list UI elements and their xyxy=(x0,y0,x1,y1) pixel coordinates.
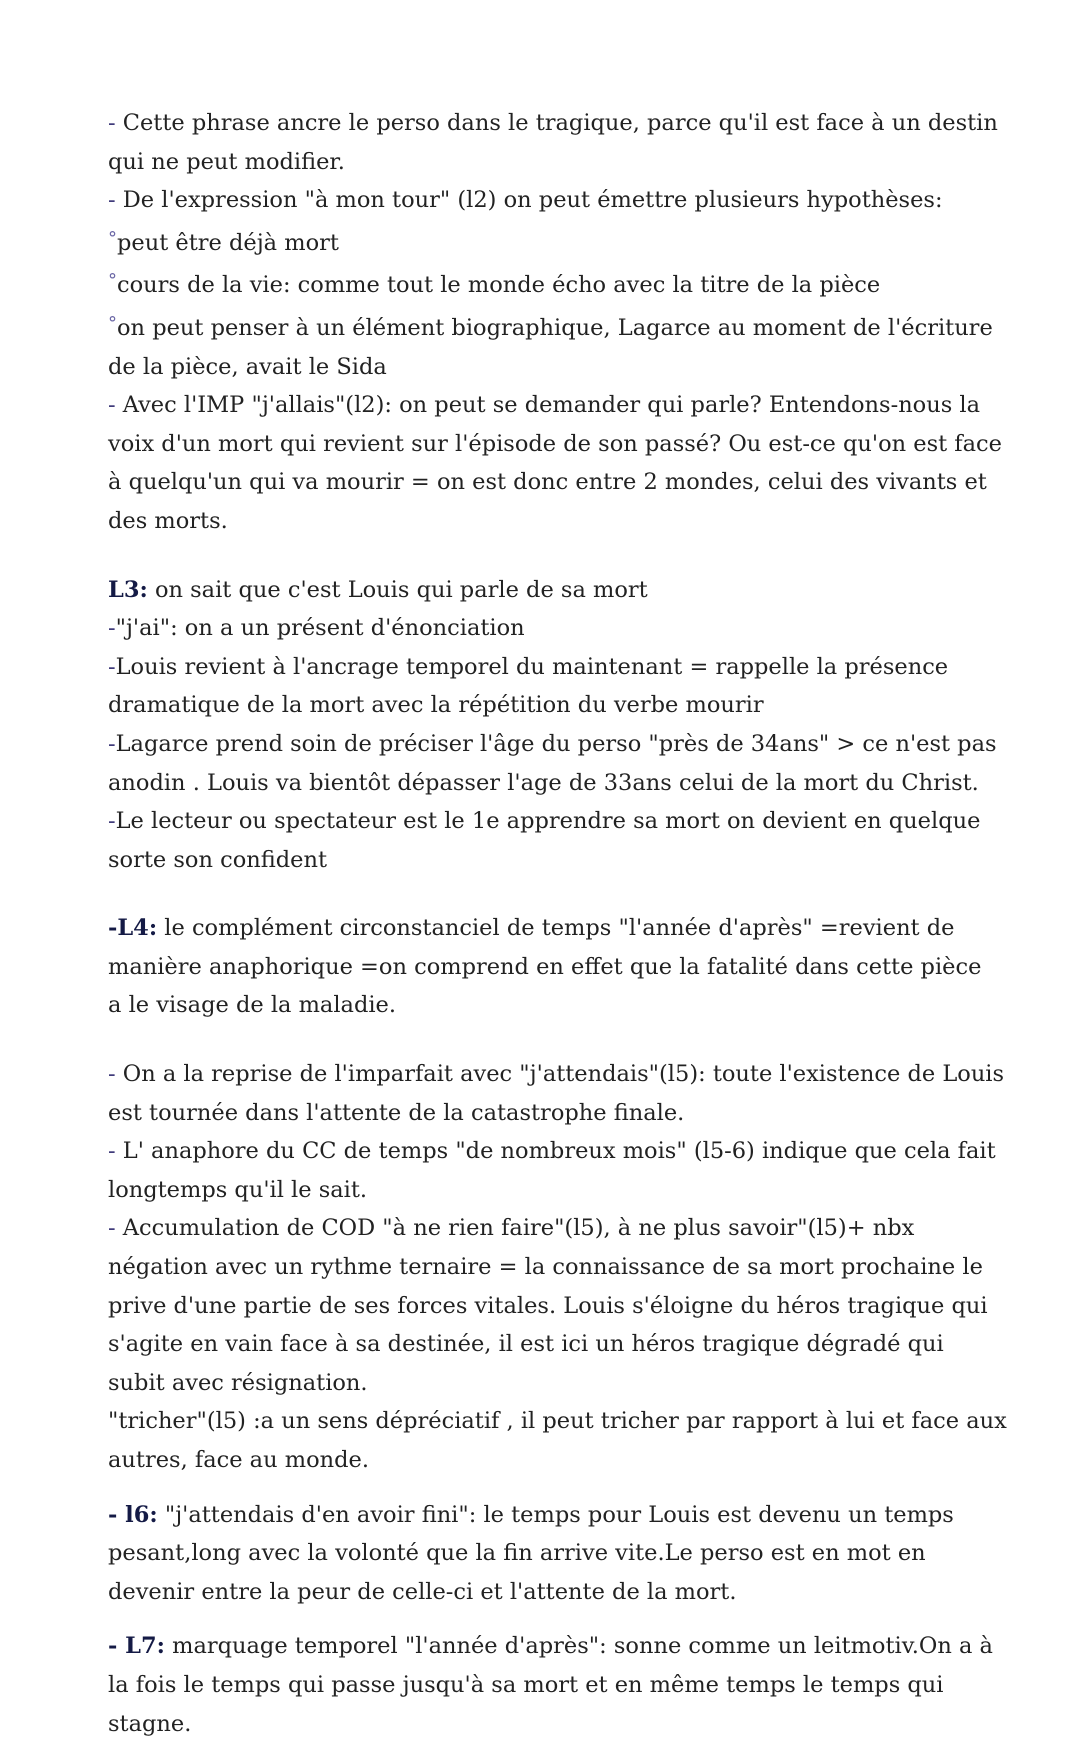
text-line: s'agite en vain face à sa destinée, il est ici un héros tragique dégradé qui xyxy=(108,1331,944,1358)
text-line: marquage temporel "l'année d'après": sonne comme un leitmotiv.On a à xyxy=(164,1633,993,1660)
text-line: subit avec résignation. xyxy=(108,1369,368,1396)
text-line: - On a la reprise de l'imparfait avec "j'attendais"(l5): toute l'existence de Louis xyxy=(108,1061,1005,1088)
document-page xyxy=(108,104,1007,1743)
text-line: - Cette phrase ancre le perso dans le tragique, parce qu'il est face à un destin xyxy=(108,110,998,136)
text-line: -Lagarce prend soin de préciser l'âge du perso "près de 34ans" > ce n'est pas xyxy=(108,730,997,757)
text-line: de la pièce, avait le Sida xyxy=(108,353,387,380)
line-reference-heading: -L4: xyxy=(108,915,158,942)
text-line: -Le lecteur ou spectateur est le 1e apprendre sa mort on devient en quelque xyxy=(108,808,981,835)
text-line: cours de la vie: comme tout le monde écho avec la titre de la pièce xyxy=(117,272,881,299)
text-line: on peut penser à un élément biographique, Lagarce au moment de l'écriture xyxy=(117,314,993,341)
text-line: prive d'une partie de ses forces vitales. Louis s'éloigne du héros tragique qui xyxy=(108,1292,988,1319)
text-line: longtemps qu'il le sait. xyxy=(108,1176,368,1203)
line-reference-heading: - L7: xyxy=(108,1633,165,1660)
paragraph-6 xyxy=(108,1627,993,1743)
heading-line xyxy=(108,571,988,610)
text-line: négation avec un rythme ternaire = la connaissance de sa mort prochaine le xyxy=(108,1254,983,1281)
text-line: devenir entre la peur de celle-ci et l'attente de la mort. xyxy=(108,1578,737,1605)
text-line: "tricher"(l5) :a un sens dépréciatif , il peut tricher par rapport à lui et face aux xyxy=(108,1408,1007,1435)
heading-line xyxy=(108,1627,993,1666)
paragraph-spacer xyxy=(108,879,988,909)
paragraph-spacer xyxy=(108,1480,988,1496)
paragraph-5 xyxy=(108,1496,988,1612)
text-line: peut être déjà mort xyxy=(117,229,339,256)
text-line: sorte son confident xyxy=(108,846,327,873)
text-line: -"j'ai": on a un présent d'énonciation xyxy=(108,615,525,642)
text-line: on sait que c'est Louis qui parle de sa mort xyxy=(147,576,648,603)
text-line: stagne. xyxy=(108,1710,192,1737)
text-line: -Louis revient à l'ancrage temporel du maintenant = rappelle la présence xyxy=(108,653,949,680)
heading-line xyxy=(108,1496,988,1535)
text-line: qui ne peut modifier. xyxy=(108,148,345,175)
text-line: dramatique de la mort avec la répétition du verbe mourir xyxy=(108,692,764,719)
paragraph-2 xyxy=(108,571,997,880)
text-line: est tournée dans l'attente de la catastrophe finale. xyxy=(108,1099,685,1126)
degree-bullet-icon: ° xyxy=(108,312,117,334)
heading-line xyxy=(108,909,988,948)
paragraph-spacer xyxy=(108,541,988,571)
text-line: - L' anaphore du CC de temps "de nombreux mois" (l5-6) indique que cela fait xyxy=(108,1138,996,1165)
text-line: - De l'expression "à mon tour" (l2) on peut émettre plusieurs hypothèses: xyxy=(108,187,943,214)
text-line: "j'attendais d'en avoir fini": le temps pour Louis est devenu un temps xyxy=(157,1501,954,1528)
paragraph-4 xyxy=(108,1055,1007,1480)
text-line: - Avec l'IMP "j'allais"(l2): on peut se demander qui parle? Entendons-nous la xyxy=(108,392,981,419)
paragraph-1 xyxy=(108,104,1002,541)
text-line: manière anaphorique =on comprend en effet que la fatalité dans cette pièce xyxy=(108,953,982,980)
text-line: voix d'un mort qui revient sur l'épisode de son passé? Ou est-ce qu'on est face xyxy=(108,430,1002,457)
paragraph-3 xyxy=(108,909,988,1025)
paragraph-spacer xyxy=(108,1025,988,1055)
text-line: des morts. xyxy=(108,507,228,534)
bullet-line xyxy=(108,262,988,305)
text-line: pesant,long avec la volonté que la fin arrive vite.Le perso est en mot en xyxy=(108,1540,926,1567)
text-line: autres, face au monde. xyxy=(108,1447,369,1473)
line-reference-heading: L3: xyxy=(108,576,148,603)
line-reference-heading: - l6: xyxy=(108,1501,158,1528)
text-line: a le visage de la maladie. xyxy=(108,992,397,1019)
paragraph-spacer xyxy=(108,1611,988,1627)
text-line: anodin . Louis va bientôt dépasser l'age de 33ans celui de la mort du Christ. xyxy=(108,769,979,796)
bullet-line xyxy=(108,220,988,263)
bullet-line xyxy=(108,305,993,348)
text-line: à quelqu'un qui va mourir = on est donc entre 2 mondes, celui des vivants et xyxy=(108,469,987,496)
text-line: la fois le temps qui passe jusqu'à sa mort et en même temps le temps qui xyxy=(108,1671,944,1698)
text-line: le complément circonstanciel de temps "l'année d'après" =revient de xyxy=(157,915,955,942)
text-line: - Accumulation de COD "à ne rien faire"(l5), à ne plus savoir"(l5)+ nbx xyxy=(108,1215,915,1242)
degree-bullet-icon: ° xyxy=(108,227,117,249)
degree-bullet-icon: ° xyxy=(108,270,117,292)
